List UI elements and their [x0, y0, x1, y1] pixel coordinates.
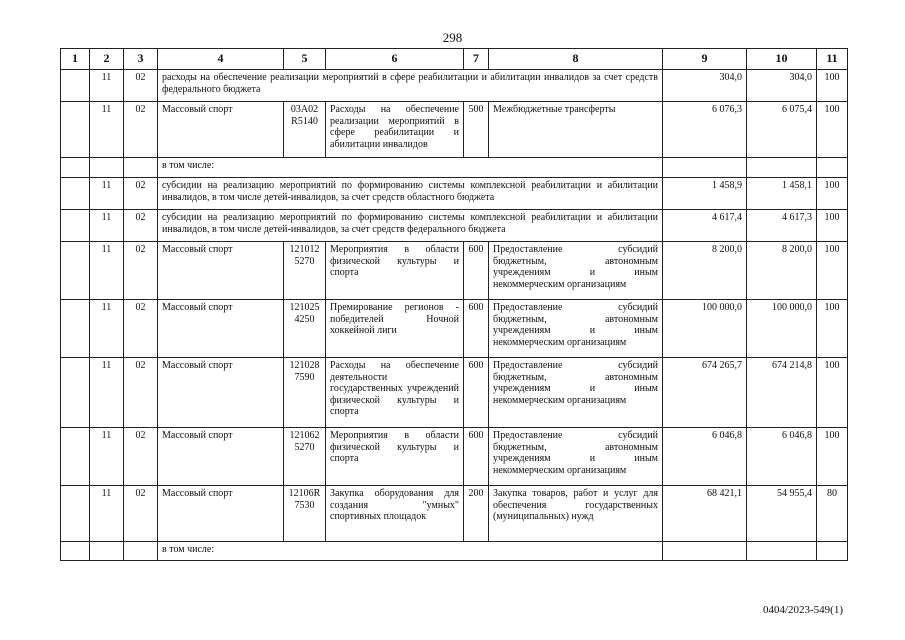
cell-planned-amount: [663, 158, 747, 178]
cell-executed-amount: 54 955,4: [747, 486, 817, 542]
cell-merged-description: субсидии на реализацию мероприятий по формированию системы комплексной реабилитации и абилитации инвалидов, в том числе детей-инвалидов, за счет средств федерального бюджета: [158, 210, 663, 242]
cell-expense-name: Предоставление субсидий бюджетным, автономным учреждениям и иным некоммерческим организациям: [489, 428, 663, 486]
header-cell: 2: [90, 49, 124, 70]
cell-planned-amount: 4 617,4: [663, 210, 747, 242]
cell-col1: [61, 242, 90, 300]
cell-expense-name: Закупка товаров, работ и услуг для обеспечения государственных (муниципальных) нужд: [489, 486, 663, 542]
cell-description: Мероприятия в области физической культуры и спорта: [326, 428, 464, 486]
cell-percent: 100: [817, 70, 848, 102]
header-cell: 9: [663, 49, 747, 70]
cell-name: Массовый спорт: [158, 300, 284, 358]
header-cell: 5: [284, 49, 326, 70]
cell-section: 11: [90, 428, 124, 486]
cell-subsection: 02: [124, 178, 158, 210]
cell-label: в том числе:: [158, 158, 663, 178]
cell-label: в том числе:: [158, 542, 663, 561]
cell-expense-type: 600: [464, 358, 489, 428]
table-row: [61, 70, 848, 102]
table-row: [61, 300, 848, 358]
cell-target-code: 12106R 7530: [284, 486, 326, 542]
cell-target-code: 121025 4250: [284, 300, 326, 358]
cell-executed-amount: 8 200,0: [747, 242, 817, 300]
cell-name: Массовый спорт: [158, 102, 284, 158]
cell-expense-name: Предоставление субсидий бюджетным, автономным учреждениям и иным некоммерческим организациям: [489, 242, 663, 300]
cell-col1: [61, 428, 90, 486]
table-body: [61, 70, 848, 561]
cell-subsection: 02: [124, 210, 158, 242]
cell-planned-amount: 674 265,7: [663, 358, 747, 428]
cell-expense-type: 600: [464, 242, 489, 300]
cell-expense-type: 500: [464, 102, 489, 158]
cell-section: 11: [90, 300, 124, 358]
cell-percent: 100: [817, 428, 848, 486]
cell-percent: 100: [817, 102, 848, 158]
budget-table: [60, 48, 848, 561]
cell-name: Массовый спорт: [158, 358, 284, 428]
cell-target-code: 121012 5270: [284, 242, 326, 300]
cell-description: Мероприятия в области физической культуры и спорта: [326, 242, 464, 300]
cell-name: Массовый спорт: [158, 486, 284, 542]
cell-subsection: 02: [124, 242, 158, 300]
page-number: 298: [442, 30, 463, 45]
table-row: [61, 178, 848, 210]
cell-percent: 100: [817, 358, 848, 428]
cell-executed-amount: [747, 158, 817, 178]
cell-description: Расходы на обеспечение реализации мероприятий в сфере реабилитации и абилитации инвалидов: [326, 102, 464, 158]
table-row: [61, 210, 848, 242]
cell-percent: 100: [817, 242, 848, 300]
cell-planned-amount: 304,0: [663, 70, 747, 102]
cell-executed-amount: 304,0: [747, 70, 817, 102]
cell-subsection: 02: [124, 358, 158, 428]
cell-col1: [61, 300, 90, 358]
cell-subsection: 02: [124, 428, 158, 486]
cell-col1: [61, 178, 90, 210]
cell-col1: [61, 542, 90, 561]
cell-executed-amount: 6 075,4: [747, 102, 817, 158]
cell-section: 11: [90, 358, 124, 428]
document-code: 0404/2023-549(1): [762, 604, 843, 616]
cell-planned-amount: 6 076,3: [663, 102, 747, 158]
cell-section: 11: [90, 486, 124, 542]
cell-expense-name: Межбюджетные трансферты: [489, 102, 663, 158]
cell-expense-type: 600: [464, 300, 489, 358]
cell-col1: [61, 210, 90, 242]
cell-section: 11: [90, 242, 124, 300]
cell-planned-amount: [663, 542, 747, 561]
cell-planned-amount: 100 000,0: [663, 300, 747, 358]
table-row: [61, 542, 848, 561]
cell-subsection: 02: [124, 102, 158, 158]
table-row: [61, 158, 848, 178]
cell-col1: [61, 158, 90, 178]
header-cell: 7: [464, 49, 489, 70]
cell-executed-amount: 4 617,3: [747, 210, 817, 242]
cell-executed-amount: 100 000,0: [747, 300, 817, 358]
cell-section: 11: [90, 210, 124, 242]
cell-percent: 100: [817, 210, 848, 242]
table-row: [61, 428, 848, 486]
cell-description: Закупка оборудования для создания "умных" спортивных площадок: [326, 486, 464, 542]
cell-planned-amount: 8 200,0: [663, 242, 747, 300]
cell-percent: 80: [817, 486, 848, 542]
header-cell: 6: [326, 49, 464, 70]
cell-subsection: [124, 158, 158, 178]
cell-percent: 100: [817, 178, 848, 210]
header-cell: 3: [124, 49, 158, 70]
table-row: [61, 242, 848, 300]
cell-executed-amount: 674 214,8: [747, 358, 817, 428]
cell-expense-name: Предоставление субсидий бюджетным, автономным учреждениям и иным некоммерческим организациям: [489, 358, 663, 428]
cell-subsection: 02: [124, 486, 158, 542]
cell-section: 11: [90, 70, 124, 102]
header-row: [61, 49, 848, 70]
cell-section: 11: [90, 102, 124, 158]
cell-subsection: 02: [124, 300, 158, 358]
header-cell: 8: [489, 49, 663, 70]
cell-expense-type: 600: [464, 428, 489, 486]
cell-executed-amount: [747, 542, 817, 561]
cell-section: [90, 542, 124, 561]
cell-target-code: 03А02 R5140: [284, 102, 326, 158]
cell-executed-amount: 1 458,1: [747, 178, 817, 210]
table-row: [61, 358, 848, 428]
cell-description: Премирование регионов - победителей Ночной хоккейной лиги: [326, 300, 464, 358]
cell-subsection: [124, 542, 158, 561]
cell-subsection: 02: [124, 70, 158, 102]
table-row: [61, 486, 848, 542]
cell-section: [90, 158, 124, 178]
cell-description: Расходы на обеспечение деятельности государственных учреждений физической культуры и спорта: [326, 358, 464, 428]
cell-target-code: 121028 7590: [284, 358, 326, 428]
cell-planned-amount: 68 421,1: [663, 486, 747, 542]
cell-percent: 100: [817, 300, 848, 358]
cell-planned-amount: 6 046,8: [663, 428, 747, 486]
header-cell: 10: [747, 49, 817, 70]
cell-name: Массовый спорт: [158, 242, 284, 300]
cell-merged-description: расходы на обеспечение реализации мероприятий в сфере реабилитации и абилитации инвалидов за счет средств федерального бюджета: [158, 70, 663, 102]
cell-target-code: 121062 5270: [284, 428, 326, 486]
header-cell: 1: [61, 49, 90, 70]
cell-merged-description: субсидии на реализацию мероприятий по формированию системы комплексной реабилитации и абилитации инвалидов, в том числе детей-инвалидов, за счет средств областного бюджета: [158, 178, 663, 210]
cell-name: Массовый спорт: [158, 428, 284, 486]
cell-percent: [817, 542, 848, 561]
cell-col1: [61, 102, 90, 158]
cell-planned-amount: 1 458,9: [663, 178, 747, 210]
cell-section: 11: [90, 178, 124, 210]
cell-expense-type: 200: [464, 486, 489, 542]
cell-col1: [61, 358, 90, 428]
cell-col1: [61, 486, 90, 542]
cell-expense-name: Предоставление субсидий бюджетным, автономным учреждениям и иным некоммерческим организациям: [489, 300, 663, 358]
cell-percent: [817, 158, 848, 178]
cell-col1: [61, 70, 90, 102]
header-cell: 11: [817, 49, 848, 70]
header-cell: 4: [158, 49, 284, 70]
cell-executed-amount: 6 046,8: [747, 428, 817, 486]
table-row: [61, 102, 848, 158]
